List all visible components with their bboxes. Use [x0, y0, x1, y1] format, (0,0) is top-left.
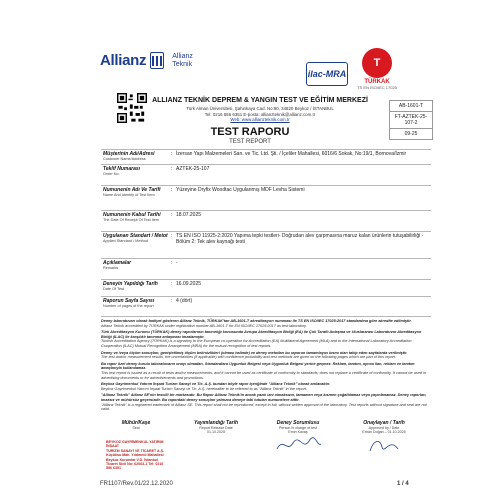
- logo-sub-line-2: Teknik: [172, 60, 193, 68]
- info-label: Müşterinin Adı/Adresi: [103, 151, 155, 157]
- logo-text: Allianz: [100, 52, 147, 69]
- signature-sub: Person in charge of test: [279, 426, 317, 430]
- note-3-tr: Deney ve /veya ölçüm sonuçları, genişletilmiş ölçüm belirsizlikleri (olması halinde) ve deney metotları bu raporun tamamlayıcı kısmı olan takip eden sayfalarda verilmiştir.: [101, 350, 408, 355]
- signature-approved: [344, 420, 424, 457]
- page-number: 1 / 4: [397, 481, 409, 487]
- info-value: Yüzeyine Dryfix Woodtac Uygulanmış MDF Levha Sistemi: [176, 187, 305, 193]
- report-code: FT-AZTEK-25-107-2: [390, 112, 432, 129]
- turkak-text: TÜRKAK: [364, 79, 390, 85]
- info-row: Raporun Sayfa Sayısı Number of pages of the report : 4 (dört): [101, 296, 431, 315]
- info-label: Deneyin Yapıldığı Tarih: [103, 281, 158, 287]
- info-value: 16.09.2025: [176, 281, 202, 287]
- date-code: 09-25: [404, 131, 418, 137]
- note-4-en: This test report is issued as a result of tests and/or measurements, and it cannot be used as certificate of conformity to standards; does not replace a certificate of conformity. It cannot be used in advertising documents or for advertisements and promotions.: [101, 370, 426, 380]
- allianz-logo: [100, 52, 193, 69]
- info-label: Uygulanan Standart / Metot: [103, 233, 168, 239]
- logo-subtitle: [172, 53, 193, 69]
- lab-code: AB-1601-T: [390, 101, 432, 112]
- note-3-en: The test and/or measurement results, the uncertainties (if applicable) with confidence probability and test methods are given on the following pages which are part of this report.: [101, 355, 397, 360]
- note-2-tr: Türk Akreditasyon Kurumu (TÜRKAK) deney raporlarının tanınırlığı konusunda Avrupa Akreditasyon Birliği (EA) ile Çok Taraflı Anlaşma ve Uluslararası Laboratuvar Akreditasyon Birliği (ILAC) ile karşılıklı tanınma anlaşması imzalamıştır.: [101, 330, 422, 339]
- signature-title: Deney Sorumlusu: [276, 420, 320, 426]
- info-value: 18.07.2025: [176, 212, 202, 218]
- signature-release-date: [176, 420, 256, 435]
- info-label: Raporun Sayfa Sayısı: [103, 298, 155, 304]
- info-value: -: [176, 260, 178, 266]
- logo-sub-line-1: Allianz: [172, 52, 193, 60]
- info-label-en: Remarks: [103, 266, 119, 270]
- signature-test-person: [258, 420, 338, 457]
- company-stamp: [106, 440, 166, 471]
- note-4-tr: Bu rapor özel deney kurulu laboratuvarın onayı olmadan, Standardlara Uygunluk Belgesi veya Uygunluk Belgesi yerine geçmez. Reklam, tanıtım, ayrıca ilan, reklam ve tanıtım amaçlarıyla kullanılamaz.: [101, 361, 415, 371]
- info-row: Açıklamalar Remarks : -: [101, 258, 431, 279]
- report-info-table: [101, 149, 431, 315]
- note-5-tr: Beykoz Gayrimenkul Yatırım İnşaat Turizm Sanayi ve Tic. A.Ş. bundan böyle rapor içeriğinde "Allianz Teknik" olarak anılacaktır.: [101, 382, 331, 387]
- note-1-en: Allianz Teknik accredited by TÜRKAK under registration number AB-1601-T for EN ISO/IEC 17025:2017 as test laboratory.: [101, 323, 307, 328]
- signature-sub: Report Release Date: [199, 426, 233, 430]
- signature-value: Emin Kavaş: [288, 430, 308, 435]
- signature-title: Onaylayan / Tarih: [363, 420, 405, 426]
- organization-name: ALLIANZ TEKNİK DEPREM & YANGIN TEST VE EĞİTİM MERKEZİ: [152, 97, 368, 104]
- info-label: Numunenin Kabul Tarihi: [103, 212, 161, 218]
- info-row: Numunenin Adı Ve Tarifi Name And Identity of Test Item : Yüzeyine Dryfix Woodtac Uygulanmış MDF Levha Sistemi: [101, 185, 431, 210]
- note-1-tr: Deney laboratuvarı olarak faaliyet gösteren Allianz Teknik, TÜRKAK'tan AB-1601-T akreditasyon numarası ile TS EN ISO/IEC 17025:2017 standardına göre akredite edilmiştir.: [101, 319, 412, 323]
- handwritten-signature-icon: [364, 435, 404, 455]
- info-label-en: Date Of Test: [103, 287, 125, 291]
- handwritten-signature-icon: [273, 435, 323, 455]
- turkak-sub: TS EN ISO/IEC 17025: [357, 85, 397, 90]
- info-label-en: Customer Name/Address: [103, 157, 146, 161]
- info-value: 4 (dört): [176, 298, 193, 304]
- turkak-mark-icon: T: [362, 48, 392, 78]
- note-5-en: Beykoz Gayrimenkul Yatırım İnşaat Turizm Sanayi ve Tic. A.Ş. hereinafter to be referred to as "Allianz Teknik" in the report.: [101, 386, 308, 391]
- document-code: FR1107/Rev.01/22.12.2020: [100, 481, 173, 487]
- info-row: Uygulanan Standart / Metot Applied Standard / Method : TS EN ISO 11925-2:2020 Yapıma tepki testleri- Doğrudan alev çarpmasına maruz kalan ürünlerin tutuşabilirliği - Bölüm 2: Tek alev kaynağı testi: [101, 231, 431, 258]
- turkak-logo: [356, 48, 398, 90]
- info-label-en: The Date Of Receipt Of Test Item: [103, 218, 160, 222]
- note-6-en: "Allianz Teknik" is a registered trademark of Allianz SE. This report shall not be reproduced, except in full, without written approval of the laboratory. Test reports without signature and seal are not valid.: [101, 402, 427, 412]
- signature-sub: Approved by / Date: [368, 426, 400, 430]
- info-row: Numunenin Kabul Tarihi The Date Of Receipt Of Test Item : 18.07.2025: [101, 210, 431, 231]
- signature-title: Yayımlandığı Tarih: [193, 420, 239, 426]
- signature-title: Mühür/Kaşe: [121, 420, 151, 426]
- organization-website-link[interactable]: Web: www.allianzteknik.com.tr: [230, 117, 290, 122]
- signature-sub: Seal: [132, 426, 140, 430]
- info-label: Açıklamalar: [103, 260, 132, 266]
- organization-contact: Tel: 0216 556 6351 E-posta: allianzteknik@allianz.com.tr: [204, 111, 316, 117]
- signature-seal: [96, 420, 176, 430]
- report-title-en: TEST REPORT: [229, 139, 271, 145]
- info-label-en: Name And Identity of Test Item: [103, 193, 155, 197]
- signature-value: 01.10.2025: [207, 430, 225, 435]
- info-label-en: Order No.: [103, 172, 120, 176]
- stamp-line: Küçüksu Mah. Yıldırımlı Mahallesi: [106, 453, 164, 458]
- organization-address-block: [150, 106, 370, 123]
- stamp-line: BEYKOZ GAYRİMENKUL YATIRIM İNŞAAT: [106, 440, 164, 449]
- report-notes: [101, 316, 431, 414]
- report-title: TEST RAPORU: [210, 126, 290, 138]
- ilac-mra-logo: ilac-MRA: [306, 62, 348, 86]
- info-value: İzersan Yapı Malzemeleri San. ve Tic. Ltd. Şti. / İçeliler Mahallesi, 6016/6 Sokak, No:19/1, Bornova/İzmir: [176, 151, 407, 157]
- note-2-en: Turkish Accreditation Agency (TÜRKAK) is a signatory to the European co-operation for Accreditation (EA) Multilateral Agreement (MLA) and to the International Laboratory Accreditation Cooperation (ILAC) Mutual Recognition Arrangement (MRA) for the mutual recognition of test reports.: [101, 339, 412, 348]
- stamp-line: Beykoz Kurumlar V.D. İstanbul: [106, 457, 158, 462]
- info-row: Deneyin Yapıldığı Tarih Date Of Test : 16.09.2025: [101, 279, 431, 296]
- info-label: Teklif Numarası: [103, 166, 141, 172]
- info-value: AZTEK-25-107: [176, 166, 210, 172]
- qr-code-icon: [117, 93, 147, 123]
- info-value: TS EN ISO 11925-2:2020 Yapıma tepki testleri- Doğrudan alev çarpmasına maruz kalan ürünlerin tutuşabilirliği - Bölüm 2: Tek alev kaynağı testi: [176, 233, 424, 245]
- info-label: Numunenin Adı Ve Tarifi: [103, 187, 161, 193]
- stamp-line: Ticaret Sicil No: 62063-1 Tel: 0216 556 6351: [106, 462, 164, 471]
- info-row: Teklif Numarası Order No. : AZTEK-25-107: [101, 164, 431, 185]
- info-label-en: Applied Standard / Method: [103, 239, 148, 243]
- info-row: Müşterinin Adı/Adresi Customer Name/Address : İzersan Yapı Malzemeleri San. ve Tic. Ltd. Şti. / İçeliler Mahallesi, 6016/6 Sokak, No:19/1, Bornova/İzmir: [101, 149, 431, 164]
- organization-address: Türk Alman Üniversitesi, Şahinkaya Cad. No:90, 34820 Beykoz / İSTANBUL: [186, 106, 334, 111]
- stamp-line: TURİZM SANAYİ VE TİCARET A.Ş.: [106, 448, 165, 453]
- allianz-eagle-icon: [150, 52, 164, 69]
- note-6-tr: "Allianz Teknik" Allianz SE'nin tescilli bir markasıdır. Bu Rapor Allianz Teknik'in ancak yazılı izni olmaksızın, tamamen veya kısmen çoğaltılamaz veya yayınlanamaz. Deney raporları, imzasız ve mühürsüz geçersizdir. Bu rapordaki deney sonuçları yalnızca deneye tabi tutulan numunelere aittir.: [101, 393, 427, 402]
- info-label-en: Number of pages of the report: [103, 304, 154, 308]
- signature-value: Erhan Doğan – 01.10.2025: [362, 430, 406, 435]
